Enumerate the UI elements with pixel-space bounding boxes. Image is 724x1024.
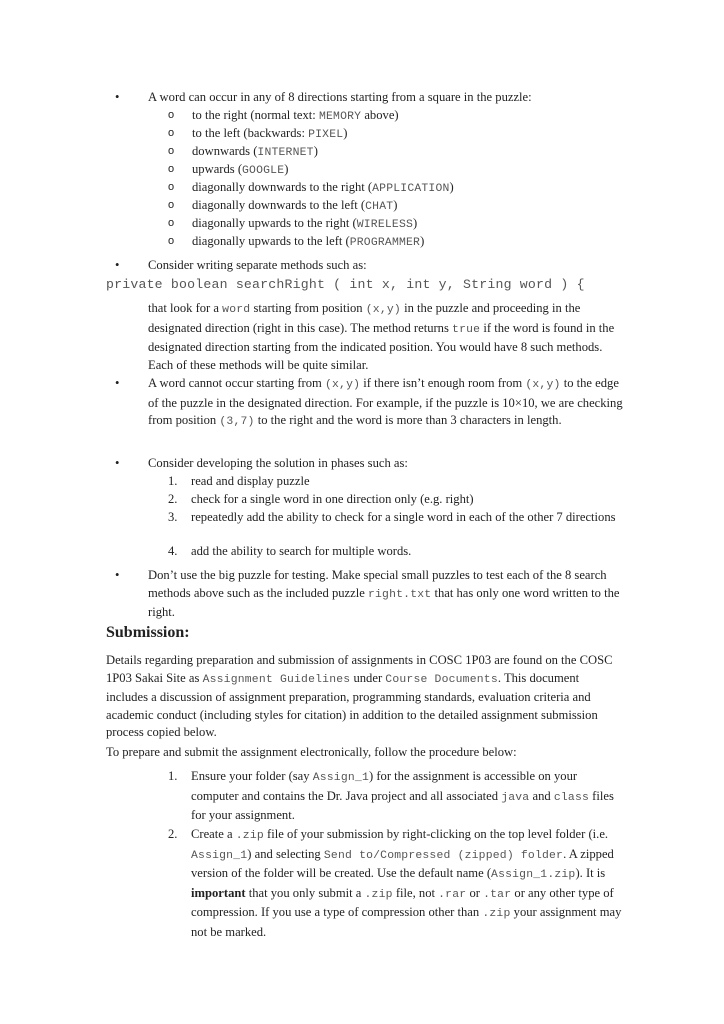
phase-item: add the ability to search for multiple words. <box>191 544 412 558</box>
bullet-icon: • <box>115 376 120 390</box>
method-signature-code: private boolean searchRight ( int x, int y, String word ) { <box>106 277 585 292</box>
circle-bullet-icon: o <box>168 181 175 193</box>
circle-bullet-icon: o <box>168 199 175 211</box>
circle-bullet-icon: o <box>168 127 175 139</box>
bullet-icon: • <box>115 456 120 470</box>
procedure-intro: To prepare and submit the assignment electronically, follow the procedure below: <box>106 745 517 759</box>
bullet-phases: Consider developing the solution in phases such as: <box>148 456 408 470</box>
circle-bullet-icon: o <box>168 163 175 175</box>
submission-paragraph: Details regarding preparation and submission of assignments in COSC 1P03 are found on the COSC 1P03 Sakai Site as Assignment Guidelines under Course Documents. This document includes a discussion of assignment preparation, programming standards, evaluation criteria and academic conduct (including styles for citation) in addition to the detailed assignment submission process copied below. <box>106 653 613 740</box>
procedure-step-2: Create a .zip file of your submission by right-clicking on the top level folder (i.e. Assign_1) and selecting Send to/Compressed (zipped) folder. A zipped version of the folder will be created. Use the default name (Assign_1.zip). It is important that you only submit a .zip file, not .rar or .tar or any other type of compression. If you use a type of compression other than .zip your assignment may not be marked. <box>191 827 622 939</box>
bullet-testing: Don’t use the big puzzle for testing. Make special small puzzles to test each of the 8 search methods above such as the included puzzle right.txt that has only one word written to the right. <box>148 568 620 620</box>
bullet-icon: • <box>115 568 120 582</box>
bullet-room: A word cannot occur starting from (x,y) if there isn’t enough room from (x,y) to the edge of the puzzle in the designated direction. For example, if the puzzle is 10×10, we are checking from position (3,7) to the right and the word is more than 3 characters in length. <box>148 376 623 429</box>
phase-item: read and display puzzle <box>191 474 310 488</box>
procedure-step-1: Ensure your folder (say Assign_1) for the assignment is accessible on your computer and contains the Dr. Java project and all associated java and class files for your assignment. <box>191 769 614 823</box>
bullet-directions: A word can occur in any of 8 directions starting from a square in the puzzle: <box>148 90 532 104</box>
circle-bullet-icon: o <box>168 235 175 247</box>
circle-bullet-icon: o <box>168 145 175 157</box>
phase-item: check for a single word in one direction only (e.g. right) <box>191 492 474 506</box>
circle-bullet-icon: o <box>168 109 175 121</box>
circle-bullet-icon: o <box>168 217 175 229</box>
submission-heading: Submission: <box>106 624 190 641</box>
methods-paragraph: that look for a word starting from position (x,y) in the puzzle and proceeding in the designated direction (right in this case). The method returns true if the word is found in the designated direction starting from the indicated position. You would have 8 such methods. Each of these methods will be quite similar. <box>148 301 615 372</box>
document-page: • A word can occur in any of 8 directions starting from a square in the puzzle: o to the right (normal text: MEMORY above) o to the left (backwards: PIXEL) o downwards (INTERNET) o upwards (GOOGLE) o diagonally downwards to the right (APPLICATION) o diagonally downwards to the left (CHAT) o diagonally upwards to the right (WIRELESS) o diagonally upwards to the left (PROGRAMMER) • Consider writing separate methods such as: private boolean searchRight ( int x, int y, String word ) { that look for a word starting from position (x,y) in the puzzle and proceeding in the designated direction (right in this case). The method returns true if the word is found in the designated direction starting from the indicated position. You would have 8 such methods. Each of these methods will be quite similar. • A word cannot occur starting from (x,y) if there isn’t enough room from (x,y) to the edge of the puzzle in the designated direction. For example, if the puzzle is 10×10, we are checking from position (3,7) to the right and the word is more than 3 characters in length. • Consider developing the solution in phases such as: 1. read and display puzzle 2. check for a single word in one direction only (e.g. right) 3. repeatedly add the ability to check for a single word in each of the other 7 directions 4. add the ability to search for multiple words. • Don’t use the big puzzle for testing. Make special small puzzles to test each of the 8 search methods above such as the included puzzle right.txt that has only one word written to the right. Submission: Details regarding preparation and submission of assignments in COSC 1P03 are found on the COSC 1P03 Sakai Site as Assignment Guidelines under Course Documents. This document includes a discussion of assignment preparation, programming standards, evaluation criteria and academic conduct (including styles for citation) in addition to the detailed assignment submission process copied below. To prepare and submit the assignment electronically, follow the procedure below: 1. Ensure your folder (say Assign_1) for the assignment is accessible on your computer and contains the Dr. Java project and all associated java and class files for your assignment. 2. Create a .zip file of your submission by right-clicking on the top level folder (i.e. Assign_1) and selecting Send to/Compressed (zipped) folder. A zipped version of the folder will be created. Use the default name (Assign_1.zip). It is important that you only submit a .zip file, not .rar or .tar or any other type of compression. If you use a type of compression other than .zip your assignment may not be marked. <box>0 0 724 1024</box>
phase-item: repeatedly add the ability to check for a single word in each of the other 7 directions <box>191 510 616 524</box>
bullet-icon: • <box>115 258 120 272</box>
bullet-icon: • <box>115 90 120 104</box>
bullet-methods: Consider writing separate methods such as: <box>148 258 367 272</box>
